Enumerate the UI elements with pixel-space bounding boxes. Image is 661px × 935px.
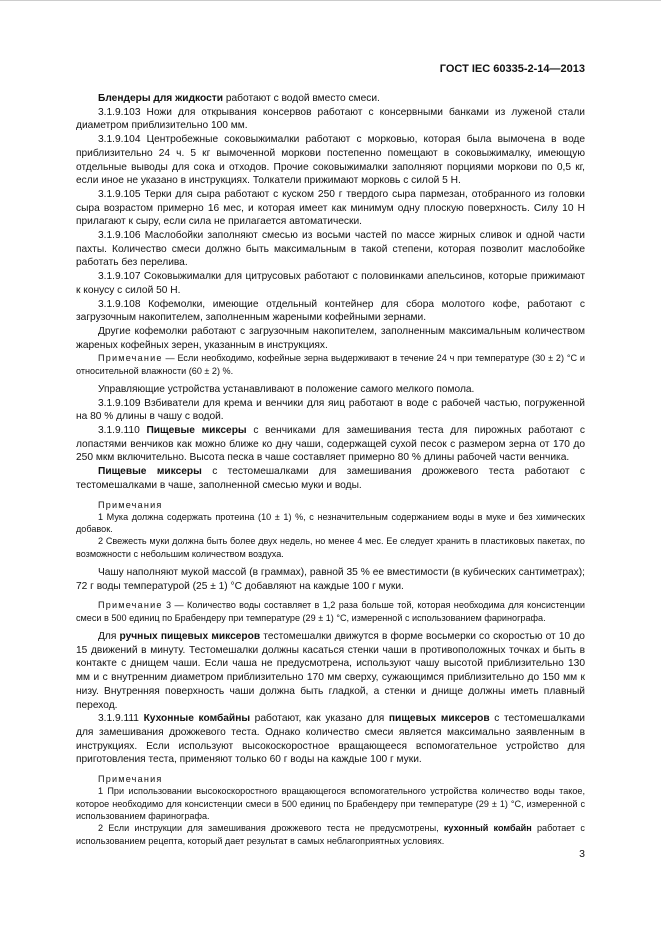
note-text: 2 Если инструкции для замешивания дрожжевого теста не предусмотрены, кухонный комбайн работает с использованием рецепта, который дает результат в самых неблагоприятных условиях. — [76, 823, 585, 846]
body-paragraph: Пищевые миксеры с тестомешалками для замешивания дрожжевого теста работают с тестомешалками в чаше, заполненной смесью муки и воды. — [76, 466, 585, 491]
body-paragraph: 3.1.9.109 Взбиватели для крема и венчики для яиц работают в воде с рабочей частью, погруженной на 80 % длины в чашу с водой. — [76, 397, 585, 423]
note-text: 1 Мука должна содержать протеина (10 ± 1) %, с незначительным содержанием воды в муке и без химических добавок. — [76, 511, 585, 535]
note-text: 2 Свежесть муки должна быть более двух недель, но менее 4 мес. Ее следует хранить в пластиковых пакетах, по возможности с небольшим количеством воздуха. — [76, 536, 585, 559]
body-paragraph: 3.1.9.104 Центробежные соковыжималки работают с морковью, которая была вымочена в воде приблизительно 24 ч. 5 кг вымоченной моркови постепенно помещают в соковыжималку, имеющую отдельные выводы для сока и отходов. Прочие соковыжималки заполняют порциями моркови по 0,5 кг, если иное не указано в инструкциях. Толкатели прижимают морковь с силой 5 Н. — [76, 134, 585, 187]
standard-header: ГОСТ IEC 60335-2-14—2013 — [439, 63, 585, 75]
document-body — [76, 92, 585, 847]
body-paragraph: 3.1.9.103 Ножи для открывания консервов работают с консервными банками из луженой стали диаметром приблизительно 100 мм. — [76, 106, 585, 132]
note-text: Примечание — Если необходимо, кофейные зерна выдерживают в течение 24 ч при температуре (30 ± 2) °С и относительной влажности (60 ± 2) %. — [76, 353, 585, 376]
body-paragraph: 3.1.9.106 Маслобойки заполняют смесью из восьми частей по массе жирных сливок и одной части пахты. Количество смеси должно быть максимальным в такой степени, которая позволит маслобойке работать без перелива. — [76, 230, 585, 269]
body-paragraph: 3.1.9.111 Кухонные комбайны работают, как указано для пищевых миксеров с тестомешалками для замешивания дрожжевого теста. Однако количество смеси является максимально заявленным в инструкциях. Если используют высокоскоростное вращающееся вспомогательное устройство для приготовления теста, применяют только 60 г воды на каждые 100 г муки. — [76, 713, 585, 766]
body-paragraph: Управляющие устройства устанавливают в положение самого мелкого помола. — [98, 383, 475, 395]
body-paragraph: Другие кофемолки работают с загрузочным накопителем, заполненным максимальным количеством жареных кофейных зерен, указанным в инструкциях. — [76, 325, 585, 351]
note-text: Примечание 3 — Количество воды составляет в 1,2 раза больше той, которая необходима для консистенции смеси в 500 единиц по Брабендеру при температуре (29 ± 1) °С, измеренной с использованием фаринографа. — [76, 600, 585, 623]
body-paragraph: 3.1.9.108 Кофемолки, имеющие отдельный контейнер для сбора молотого кофе, работают с загрузочным накопителем, заполненным жареными кофейными зернами. — [76, 298, 585, 324]
body-paragraph: 3.1.9.105 Терки для сыра работают с куском 250 г твердого сыра пармезан, отобранного из головки сыра возрастом примерно 16 мес, и которая имеет как минимум одну плоскую поверхность. Силу 10 Н прилагают к сыру, если сила не прилагается автоматически. — [76, 188, 585, 228]
body-paragraph: Для ручных пищевых миксеров тестомешалки движутся в форме восьмерки со скоростью от 10 до 15 движений в минуту. Тестомешалки должны касаться стенки чаши в противоположных точках и быть в контакте с днищем чаши. Если чаша не предусмотрена, используют чашу высотой приблизительно 130 мм и с внутренним диаметром приблизительно 170 мм сверху, сужающимся приблизительно до 150 мм к низу. Внутренняя поверхность чаши должна быть гладкой, а стенки и днище должны иметь плавный переход. — [76, 631, 585, 711]
page-number: 3 — [579, 848, 585, 860]
notes-title: Примечания — [98, 774, 163, 785]
body-paragraph: 3.1.9.110 Пищевые миксеры с венчиками для замешивания теста для пирожных работают с лопастями венчиков как можно ближе ко дну чаши, содержащей сухой песок с размером зерна от 170 до 250 мкм включительно. Высота песка в чаше составляет примерно 80 % длины рабочей части венчика. — [76, 425, 585, 464]
body-paragraph: 3.1.9.107 Соковыжималки для цитрусовых работают с половинками апельсинов, которые прижимают к конусу с силой 50 Н. — [76, 271, 585, 296]
body-paragraph: Блендеры для жидкости работают с водой вместо смеси. — [98, 93, 380, 104]
body-paragraph: Чашу наполняют мукой массой (в граммах), равной 35 % ее вместимости (в кубических сантиметрах); 72 г воды температурой (25 ± 1) °С добавляют на каждые 100 г муки. — [76, 567, 585, 592]
note-text: 1 При использовании высокоскоростного вращающегося вспомогательного устройства количество воды такое, которое необходимо для консистенции смеси в 500 единиц по Брабендеру при температуре (29 ± 1) °С, измеренной с использованием фаринографа. — [76, 786, 585, 821]
notes-title: Примечания — [98, 499, 163, 510]
